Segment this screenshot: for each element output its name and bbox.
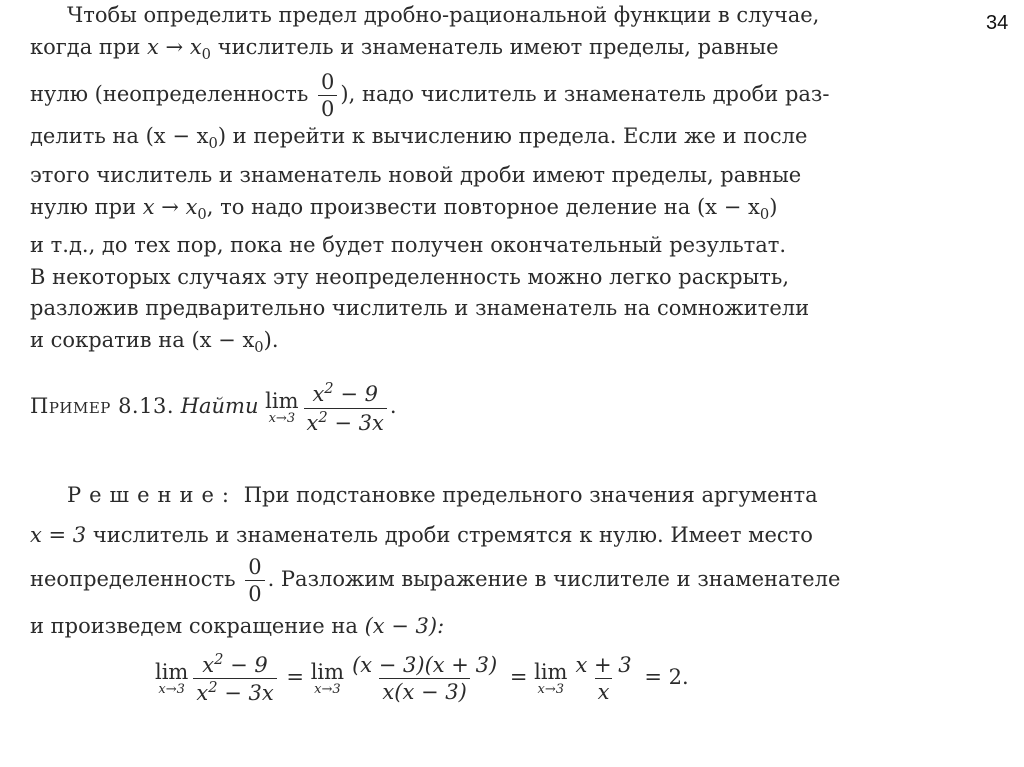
equals-sign: = (509, 665, 528, 690)
slide-number: 34 (986, 12, 1009, 34)
limit-operator: lim x→3 (265, 389, 299, 427)
intro-line-1: Чтобы определить предел дробно-рациональной функции в случае, (67, 3, 820, 27)
example-fraction: $\frac{x^2 - 9}{x^2 - 3x}$ (304, 381, 387, 434)
intro-text: разложив предварительно числитель и знаменатель на сомножители (30, 296, 810, 321)
intro-text: и сократив на $(x - x_0)$. (30, 327, 279, 356)
result: = 2. (644, 665, 689, 690)
example-task: Найти (180, 394, 259, 419)
fraction-1: $\frac{x^2 - 9}{x^2 - 3x}$ (193, 652, 276, 705)
fraction-2: $\frac{(x - 3)(x + 3)}{x(x - 3)}$ (352, 653, 498, 705)
limit-operator: lim x→3 (155, 659, 189, 697)
solution-text: . Разложим выражение в числителе и знаменателе (267, 566, 841, 591)
intro-text: нулю (неопределенность (30, 82, 309, 107)
final-equation (30, 652, 875, 705)
example-end: . (389, 394, 397, 419)
solution-text: числитель и знаменатель дроби стремятся к нулю. Имеет место (92, 522, 813, 547)
solution-label: Решение: (67, 482, 238, 507)
intro-text: ), надо числитель и знаменатель дроби раз- (340, 82, 830, 107)
example-label: Пример 8.13. (30, 394, 174, 419)
intro-text: нулю при (30, 194, 137, 219)
intro-text: , то надо произвести повторное деление на $(x - x_0)$ (206, 194, 778, 223)
math-x-to-x0: $x \to x_0$ (142, 194, 207, 223)
intro-text: делить на $(x - x_0)$ и перейти к вычислению предела. Если же и после (30, 124, 808, 153)
math-x-minus-3: (x − 3): (364, 614, 445, 639)
solution-text: При подстановке предельного значения аргумента (243, 482, 818, 507)
example-heading (30, 381, 875, 434)
equals-sign: = (286, 665, 305, 690)
fraction-zero-over-zero: $\frac{0}{0}$ (318, 70, 337, 121)
limit-operator: lim x→3 (310, 659, 345, 697)
solution-text: и произведем сокращение на (30, 614, 358, 639)
intro-text: когда при (30, 34, 141, 59)
fraction-3: $\frac{x + 3}{x}$ (575, 653, 632, 705)
math-x-equals-3: x = 3 (30, 522, 87, 547)
intro-text: В некоторых случаях эту неопределенность можно легко раскрыть, (30, 264, 790, 289)
intro-paragraph (30, 0, 875, 363)
fraction-zero-over-zero: $\frac{0}{0}$ (245, 555, 264, 606)
intro-text: числитель и знаменатель имеют пределы, равные (217, 34, 779, 59)
math-x-to-x0: $x \to x_0$ (147, 34, 212, 63)
intro-text: и т.д., до тех пор, пока не будет получен окончательный результат. (30, 233, 787, 258)
solution-text: неопределенность (30, 566, 236, 591)
limit-operator: lim x→3 (534, 659, 568, 697)
document-body (30, 0, 875, 706)
solution-paragraph (30, 475, 875, 646)
intro-text: этого числитель и знаменатель новой дроби имеют пределы, равные (30, 163, 802, 188)
